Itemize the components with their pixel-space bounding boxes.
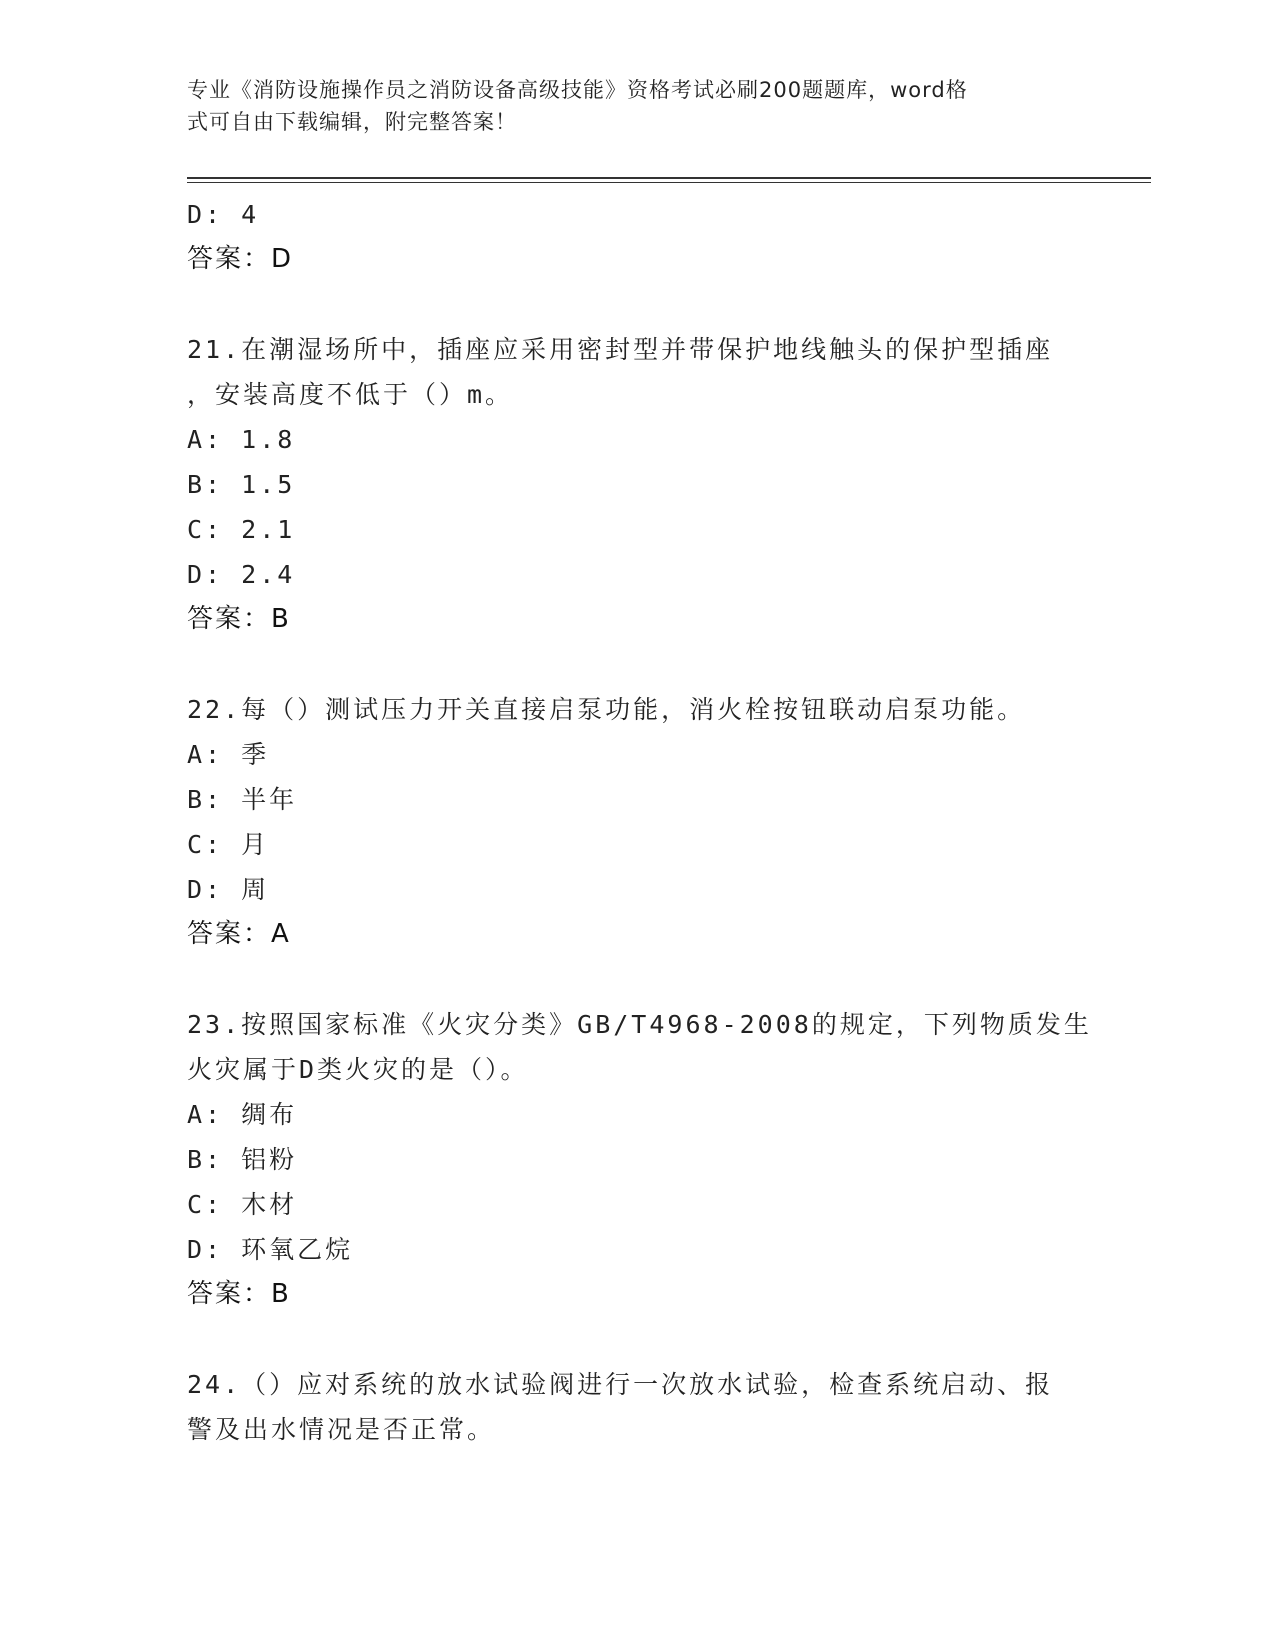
option-c: C: 月 — [187, 830, 270, 859]
option-a: A: 季 — [187, 740, 270, 769]
question-text: 警及出水情况是否正常。 — [187, 1415, 496, 1444]
question-24 — [187, 1362, 1087, 1452]
document-header — [187, 74, 1067, 138]
option-b: B: 1.5 — [187, 470, 296, 499]
answer-line: 答案：A — [187, 919, 291, 949]
question-text: ，安装高度不低于（）m。 — [187, 380, 514, 409]
question-list — [187, 192, 1092, 1452]
option-c: C: 2.1 — [187, 515, 296, 544]
header-line-1: 专业《消防设施操作员之消防设备高级技能》资格考试必刷200题题库，word格 — [187, 78, 968, 102]
question-text: 23.按照国家标准《火灾分类》GB/T4968-2008的规定，下列物质发生 — [187, 1010, 1092, 1039]
option-d: D: 环氧乙烷 — [187, 1235, 354, 1264]
header-line-2: 式可自由下载编辑，附完整答案！ — [187, 110, 517, 134]
option-a: A: 绸布 — [187, 1100, 298, 1129]
option-d: D: 4 — [187, 200, 260, 229]
option-d: D: 2.4 — [187, 560, 296, 589]
answer-line: 答案：B — [187, 1279, 291, 1309]
answer-line: 答案：D — [187, 244, 294, 274]
answer-line: 答案：B — [187, 604, 291, 634]
question-text: 22.每（）测试压力开关直接启泵功能，消火栓按钮联动启泵功能。 — [187, 695, 1026, 724]
question-text: 火灾属于D类火灾的是（）。 — [187, 1055, 529, 1084]
question-22 — [187, 687, 1087, 957]
option-c: C: 木材 — [187, 1190, 298, 1219]
question-23 — [187, 1002, 1092, 1317]
question-21 — [187, 327, 1087, 642]
option-b: B: 半年 — [187, 785, 298, 814]
question-text: 24.（）应对系统的放水试验阀进行一次放水试验，检查系统启动、报 — [187, 1370, 1054, 1399]
option-a: A: 1.8 — [187, 425, 296, 454]
option-d: D: 周 — [187, 875, 270, 904]
question-text: 21.在潮湿场所中，插座应采用密封型并带保护地线触头的保护型插座 — [187, 335, 1054, 364]
header-divider-thick — [187, 177, 1151, 179]
header-divider-thin — [187, 182, 1151, 183]
option-b: B: 铝粉 — [187, 1145, 298, 1174]
